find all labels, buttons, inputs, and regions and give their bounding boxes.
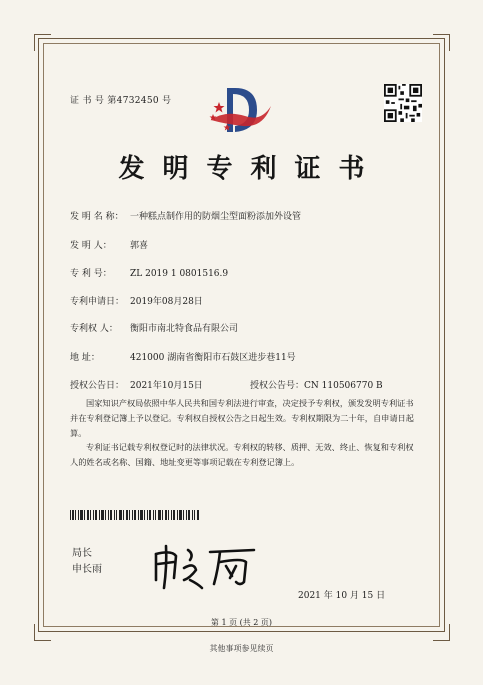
- field-label: 专利申请日：: [70, 297, 125, 307]
- signing-date: 2021 年 10 月 15 日: [298, 591, 386, 601]
- field-patent-no: [70, 266, 228, 279]
- field-value: CN 110506770 B: [304, 381, 383, 391]
- corner-ornament: [433, 34, 450, 51]
- field-value: 421000 湖南省衡阳市石鼓区进步巷11号: [130, 353, 296, 363]
- field-apply-date: [70, 294, 203, 307]
- field-inventor: [70, 238, 148, 251]
- handwritten-signature-icon: [150, 540, 260, 590]
- field-value: 2019年08月28日: [130, 297, 203, 307]
- signatory-position: 局长: [72, 548, 92, 559]
- field-label: 专利权 人：: [70, 324, 118, 334]
- certificate-title: 发明专利证书: [118, 154, 383, 184]
- qr-code-icon: [384, 84, 422, 122]
- field-grant-date: [70, 378, 203, 391]
- field-invention-name: [70, 209, 301, 222]
- field-label: 授权公告日：: [70, 381, 125, 391]
- field-value: 一种糕点制作用的防烟尘型面粉添加外设管: [130, 212, 302, 222]
- field-holder: [70, 321, 238, 334]
- field-label: 发 明 名 称：: [70, 212, 124, 222]
- signatory-title: [72, 546, 102, 578]
- field-label: 发 明 人：: [70, 241, 112, 251]
- field-label: 专 利 号：: [70, 269, 112, 279]
- corner-ornament: [34, 34, 51, 51]
- field-value: ZL 2019 1 0801516.9: [130, 269, 229, 279]
- certificate-number: 证 书 号 第4732450 号: [70, 96, 172, 106]
- field-label: 授权公告号：: [250, 381, 305, 391]
- footer-note: 其他事项参见续页: [209, 644, 274, 653]
- field-grant-no: [250, 378, 383, 391]
- statement-paragraph: 专利证书记载专利权登记时的法律状况。专利权的转移、质押、无效、终止、恢复和专利权人的姓名或名称、国籍、地址变更等事项记载在专利登记簿上。: [70, 442, 414, 467]
- barcode-icon: [70, 510, 200, 520]
- field-address: [70, 350, 296, 363]
- field-label: 地 址：: [70, 353, 100, 363]
- statement-paragraph: 国家知识产权局依照中华人民共和国专利法进行审查，决定授予专利权，颁发发明专利证书并在专利登记簿上予以登记。专利权自授权公告之日起生效。专利权期限为二十年，自申请日起算。: [70, 398, 414, 438]
- field-value: 2021年10月15日: [130, 381, 203, 391]
- cnipa-logo-icon: [205, 80, 277, 142]
- field-value: 衡阳市南北特食品有限公司: [130, 324, 239, 334]
- page-number: 第 1 页 (共 2 页): [210, 618, 273, 627]
- signatory-name: 申长雨: [72, 564, 102, 575]
- field-value: 郭喜: [130, 241, 149, 251]
